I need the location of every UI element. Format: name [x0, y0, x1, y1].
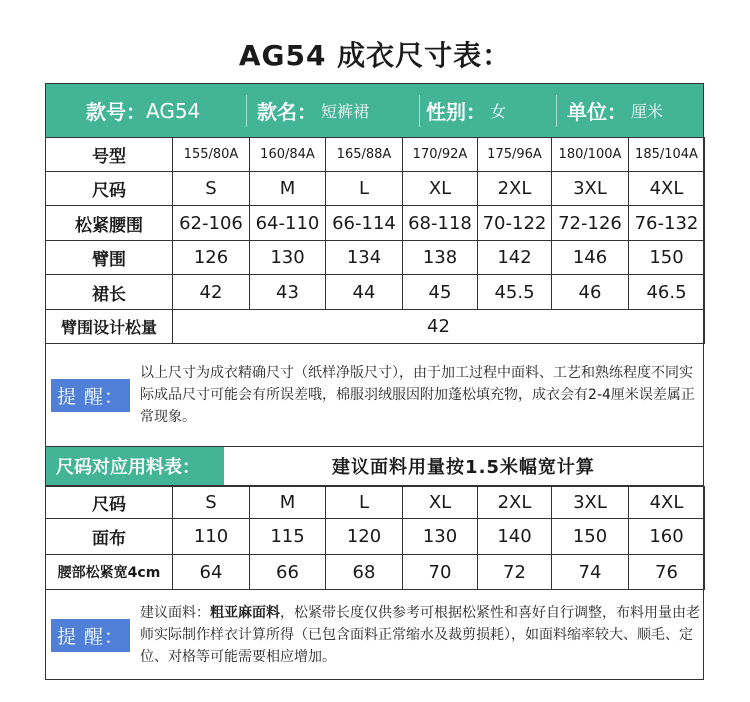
ease-value: 42: [173, 310, 705, 344]
table-cell: 72-126: [552, 206, 629, 241]
table-cell: 110: [173, 519, 250, 555]
table-cell: XL: [403, 172, 478, 206]
table-cell: 150: [629, 241, 705, 275]
gender-label: 性别：: [426, 100, 486, 124]
table-cell: 68: [326, 555, 403, 590]
reminder-note: [46, 344, 703, 446]
table-cell: 62-106: [173, 206, 250, 241]
table-cell: 66: [250, 555, 326, 590]
table-cell: 4XL: [629, 487, 705, 519]
table-cell: 68-118: [403, 206, 478, 241]
table-cell: 46: [552, 275, 629, 310]
row-label: 面布: [46, 519, 173, 555]
table-cell: 74: [552, 555, 629, 590]
table-cell: 2XL: [478, 172, 552, 206]
table-cell: 70-122: [478, 206, 552, 241]
table-cell: 134: [326, 241, 403, 275]
fabric-table: [45, 486, 705, 590]
row-label: 臂围设计松量: [46, 310, 173, 344]
row-label: 号型: [46, 138, 173, 172]
gender: [420, 84, 556, 137]
table-cell: 45.5: [478, 275, 552, 310]
row-label: 臂围: [46, 241, 173, 275]
table-cell: L: [326, 487, 403, 519]
table-cell: M: [250, 172, 326, 206]
fabric-band: [46, 446, 703, 486]
table-cell: 46.5: [629, 275, 705, 310]
table-cell: 76: [629, 555, 705, 590]
fabric-reminder-rest: ，松紧带长度仅供参考可根据松紧性和喜好自行调整，布料用量由老师实际制作样衣计算所得（已包含面料正常缩水及裁剪损耗），如面料缩率较大、顺毛、定位、对格等可能需要相应增加。: [140, 605, 701, 665]
table-cell: 115: [250, 519, 326, 555]
table-cell: 3XL: [552, 487, 629, 519]
table-cell: 72: [478, 555, 552, 590]
table-cell: 175/96A: [478, 138, 552, 172]
fabric-band-title: 尺码对应用料表：: [46, 447, 224, 485]
table-cell: 138: [403, 241, 478, 275]
fabric-reminder-fabric: 粗亚麻面料: [210, 605, 281, 621]
table-cell: 185/104A: [629, 138, 705, 172]
table-row: [46, 310, 705, 344]
row-label: 裙长: [46, 275, 173, 310]
table-cell: 66-114: [326, 206, 403, 241]
table-cell: 140: [478, 519, 552, 555]
table-cell: 44: [326, 275, 403, 310]
table-cell: 3XL: [552, 172, 629, 206]
style-no-label: 款号：: [86, 100, 146, 124]
table-cell: L: [326, 172, 403, 206]
style-name: [247, 84, 419, 137]
table-row: [46, 487, 705, 519]
table-cell: 70: [403, 555, 478, 590]
fabric-reminder-prefix: 建议面料：: [140, 605, 211, 621]
table-row: [46, 241, 705, 275]
gender-value: 女: [490, 102, 507, 121]
table-row: [46, 555, 705, 590]
table-cell: 146: [552, 241, 629, 275]
unit-label: 单位：: [567, 100, 627, 124]
table-cell: 76-132: [629, 206, 705, 241]
unit: [557, 84, 663, 137]
table-cell: XL: [403, 487, 478, 519]
style-name-value: 短裤裙: [321, 102, 370, 121]
unit-value: 厘米: [631, 102, 664, 121]
table-cell: 43: [250, 275, 326, 310]
style-no-value: AG54: [146, 98, 201, 123]
reminder-badge: 提 醒：: [51, 379, 130, 412]
table-cell: 45: [403, 275, 478, 310]
table-cell: 155/80A: [173, 138, 250, 172]
table-cell: 42: [173, 275, 250, 310]
row-label: 尺码: [46, 487, 173, 519]
fabric-reminder-text: [140, 602, 700, 668]
size-table: [45, 137, 705, 344]
fabric-band-subtitle: 建议面料用量按1.5米幅宽计算: [332, 457, 595, 478]
table-cell: 64: [173, 555, 250, 590]
table-cell: 2XL: [478, 487, 552, 519]
table-cell: 180/100A: [552, 138, 629, 172]
table-row: [46, 275, 705, 310]
row-label: 腰部松紧宽4cm: [46, 555, 173, 590]
reminder-text: 以上尺寸为成衣精确尺寸（纸样净版尺寸），由于加工过程中面料、工艺和熟练程度不同实际成品尺寸可能会有所误差哦，棉服羽绒服因附加蓬松填充物，成衣会有2-4厘米误差属正常现象。: [140, 365, 695, 425]
table-row: [46, 206, 705, 241]
fabric-reminder-badge: 提 醒：: [51, 619, 130, 652]
table-cell: S: [173, 172, 250, 206]
style-name-label: 款名：: [257, 100, 317, 124]
row-label: 松紧腰围: [46, 206, 173, 241]
table-cell: 160: [629, 519, 705, 555]
style-header: [46, 84, 703, 137]
table-cell: 170/92A: [403, 138, 478, 172]
table-cell: 165/88A: [326, 138, 403, 172]
table-cell: S: [173, 487, 250, 519]
table-cell: 150: [552, 519, 629, 555]
table-cell: 130: [403, 519, 478, 555]
table-cell: 64-110: [250, 206, 326, 241]
table-cell: 120: [326, 519, 403, 555]
table-row: [46, 138, 705, 172]
table-cell: 130: [250, 241, 326, 275]
page-title: AG54 成衣尺寸表：: [238, 39, 512, 72]
row-label: 尺码: [46, 172, 173, 206]
table-cell: 160/84A: [250, 138, 326, 172]
table-row: [46, 519, 705, 555]
style-no: [46, 84, 246, 137]
table-cell: 4XL: [629, 172, 705, 206]
table-cell: 142: [478, 241, 552, 275]
table-cell: 126: [173, 241, 250, 275]
fabric-reminder-note: [46, 590, 703, 680]
table-row: [46, 172, 705, 206]
table-cell: M: [250, 487, 326, 519]
